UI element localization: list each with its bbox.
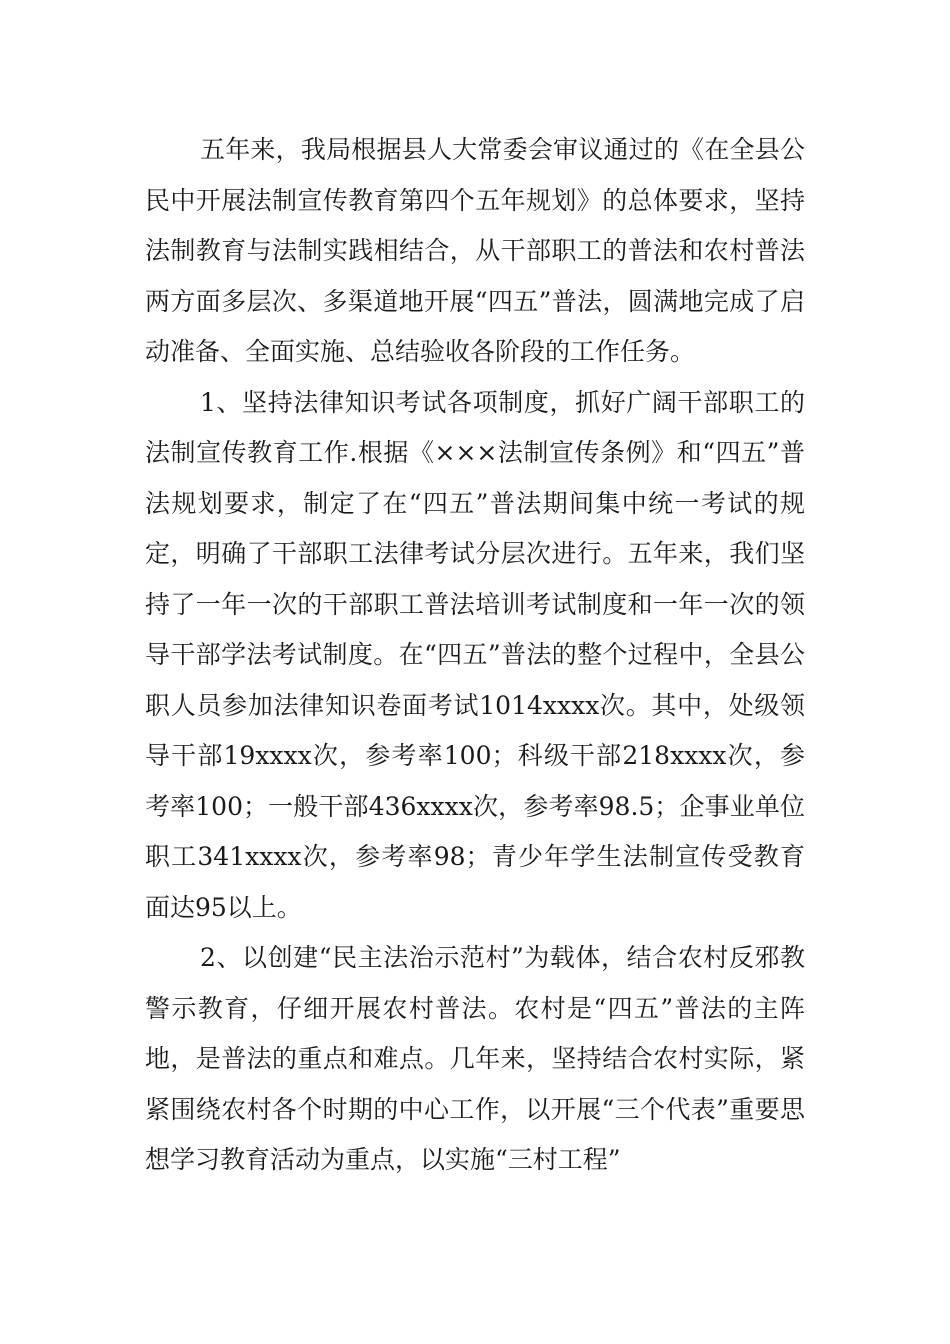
document-body bbox=[145, 125, 805, 1186]
paragraph-item-1: 1、坚持法律知识考试各项制度，抓好广阔干部职工的法制宣传教育工作.根据《×××法制宣传条例》和“四五”普法规划要求，制定了在“四五”普法期间集中统一考试的规定，明确了干部职工法律考试分层次进行。五年来，我们坚持了一年一次的干部职工普法培训考试制度和一年一次的领导干部学法考试制度。在“四五”普法的整个过程中，全县公职人员参加法律知识卷面考试1014xxxx次。其中，处级领导干部19xxxx次，参考率100；科级干部218xxxx次，参考率100；一般干部436xxxx次，参考率98.5；企事业单位职工341xxxx次，参考率98；青少年学生法制宣传受教育面达95以上。 bbox=[145, 387, 805, 922]
paragraph-intro: 五年来，我局根据县人大常委会审议通过的《在全县公民中开展法制宣传教育第四个五年规划》的总体要求，坚持法制教育与法制实践相结合，从干部职工的普法和农村普法两方面多层次、多渠道地开展“四五”普法，圆满地完成了启动准备、全面实施、总结验收各阶段的工作任务。 bbox=[145, 135, 805, 366]
paragraph-item-2: 2、以创建“民主法治示范村”为载体，结合农村反邪教警示教育，仔细开展农村普法。农村是“四五”普法的主阵地，是普法的重点和难点。几年来，坚持结合农村实际，紧紧围绕农村各个时期的中心工作，以开展“三个代表”重要思想学习教育活动为重点，以实施“三村工程” bbox=[145, 943, 805, 1174]
